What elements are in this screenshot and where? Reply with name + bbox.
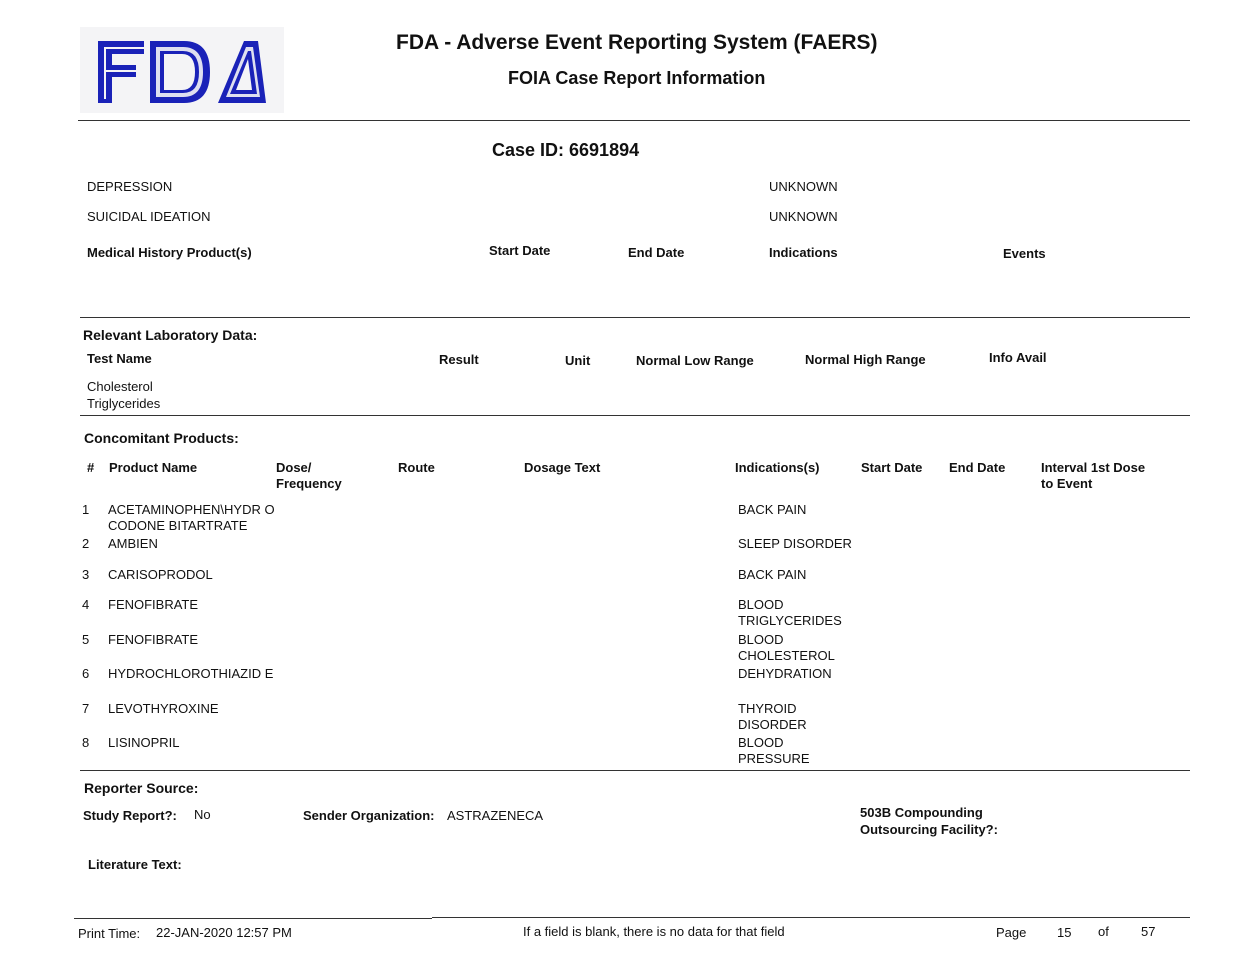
lab-section-title: Relevant Laboratory Data:	[83, 327, 258, 343]
lab-test-name: Cholesterol	[87, 379, 153, 394]
divider	[80, 317, 1190, 318]
lab-info-header: Info Avail	[989, 350, 1047, 365]
conc-row-num: 7	[82, 701, 90, 716]
conc-indications-header: Indications(s)	[735, 460, 820, 475]
conc-row-indication: DEHYDRATION	[738, 666, 832, 681]
sender-org-label: Sender Organization:	[303, 808, 435, 823]
conc-row-indication: BLOOD CHOLESTEROL	[738, 632, 835, 663]
conc-row-product: ACETAMINOPHEN\HYDR OCODONE BITARTRATE	[108, 502, 275, 533]
study-report-label: Study Report?:	[83, 808, 177, 823]
literature-label: Literature Text:	[88, 857, 182, 872]
conc-row-num: 4	[82, 597, 90, 612]
conc-row-product: FENOFIBRATE	[108, 597, 199, 612]
lab-high-header: Normal High Range	[805, 352, 926, 367]
conc-row-product: LEVOTHYROXINE	[108, 701, 219, 716]
case-id: Case ID: 6691894	[492, 140, 640, 160]
print-time-label: Print Time:	[78, 926, 141, 941]
footer-divider	[74, 918, 432, 919]
conc-row-indication: BACK PAIN	[738, 567, 807, 582]
med-history-product-header: Medical History Product(s)	[87, 245, 252, 260]
page-label: Page	[996, 925, 1027, 940]
conc-row-product: CARISOPRODOL	[108, 567, 213, 582]
divider	[78, 120, 1190, 121]
med-history-events-header: Events	[1003, 246, 1046, 261]
page-number: 15	[1057, 925, 1072, 940]
lab-unit-header: Unit	[565, 353, 591, 368]
conc-row-num: 8	[82, 735, 90, 750]
conc-row-num: 5	[82, 632, 90, 647]
conc-row-num: 3	[82, 567, 90, 582]
report-subtitle: FOIA Case Report Information	[508, 68, 766, 88]
event-outcome: UNKNOWN	[769, 179, 838, 194]
conc-route-header: Route	[398, 460, 435, 475]
event-outcome: UNKNOWN	[769, 209, 838, 224]
conc-start-header: Start Date	[861, 460, 923, 475]
conc-interval-header: Interval 1st Dose to Event	[1041, 460, 1146, 491]
event-name: SUICIDAL IDEATION	[87, 209, 211, 224]
page-total: 57	[1141, 924, 1156, 939]
conc-dosage-text-header: Dosage Text	[524, 460, 601, 475]
event-name: DEPRESSION	[87, 179, 173, 194]
conc-row-indication: SLEEP DISORDER	[738, 536, 852, 551]
conc-row-num: 2	[82, 536, 90, 551]
conc-dose-header: Dose/ Frequency	[276, 460, 342, 491]
med-history-indications-header: Indications	[769, 245, 838, 260]
lab-test-name: Triglycerides	[87, 396, 161, 411]
divider	[80, 415, 1190, 416]
med-history-end-header: End Date	[628, 245, 685, 260]
fda-logo	[80, 27, 284, 113]
lab-result-header: Result	[439, 352, 479, 367]
conc-row-product: FENOFIBRATE	[108, 632, 199, 647]
conc-row-indication: BLOOD PRESSURE	[738, 735, 810, 766]
conc-row-product: HYDROCHLOROTHIAZID E	[108, 666, 274, 681]
conc-num-header: #	[87, 460, 95, 475]
conc-row-product: AMBIEN	[108, 536, 158, 551]
divider	[80, 770, 1190, 771]
sender-org-value: ASTRAZENECA	[447, 808, 544, 823]
conc-product-header: Product Name	[109, 460, 198, 475]
conc-row-num: 1	[82, 502, 90, 517]
study-report-value: No	[194, 807, 211, 822]
of-label: of	[1098, 924, 1109, 939]
reporter-section-title: Reporter Source:	[84, 780, 199, 796]
conc-row-indication: BLOOD TRIGLYCERIDES	[738, 597, 842, 628]
report-title: FDA - Adverse Event Reporting System (FAERS)	[396, 31, 878, 54]
lab-low-header: Normal Low Range	[636, 353, 754, 368]
fda-logo-graphic	[80, 27, 284, 113]
concomitant-section-title: Concomitant Products:	[84, 430, 239, 446]
conc-row-num: 6	[82, 666, 90, 681]
med-history-start-header: Start Date	[489, 243, 551, 258]
conc-row-indication: BACK PAIN	[738, 502, 807, 517]
lab-test-header: Test Name	[87, 351, 152, 366]
blank-field-note: If a field is blank, there is no data for that field	[523, 924, 785, 939]
conc-row-product: LISINOPRIL	[108, 735, 180, 750]
footer-divider	[432, 917, 1190, 918]
print-time-value: 22-JAN-2020 12:57 PM	[156, 925, 292, 940]
compounding-label: 503B Compounding Outsourcing Facility?:	[860, 805, 998, 837]
conc-row-indication: THYROID DISORDER	[738, 701, 807, 732]
conc-end-header: End Date	[949, 460, 1006, 475]
